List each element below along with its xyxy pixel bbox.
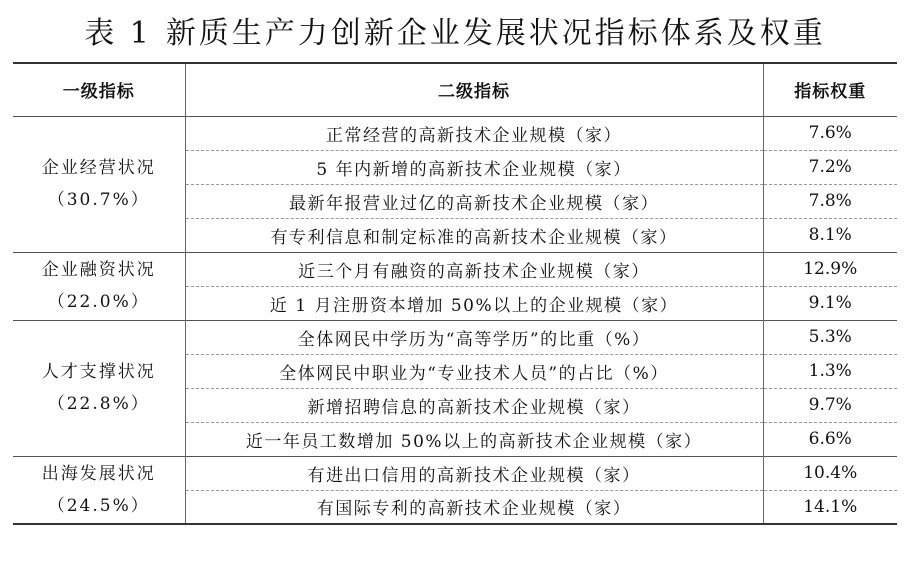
group-cell: [13, 116, 185, 252]
group-cell: [13, 252, 185, 320]
indicator-label: 近 1 月注册资本增加 50%以上的企业规模（家）: [185, 286, 763, 320]
indicator-label: 5 年内新增的高新技术企业规模（家）: [185, 150, 763, 184]
table-row: [13, 252, 897, 286]
indicator-weight: 12.9%: [763, 252, 897, 286]
indicator-label: 全体网民中学历为“高等学历”的比重（%）: [185, 320, 763, 354]
indicator-label: 全体网民中职业为“专业技术人员”的占比（%）: [185, 354, 763, 388]
indicator-label: 正常经营的高新技术企业规模（家）: [185, 116, 763, 150]
indicator-weight: 7.2%: [763, 150, 897, 184]
indicator-label: 新增招聘信息的高新技术企业规模（家）: [185, 388, 763, 422]
indicator-weight: 14.1%: [763, 490, 897, 524]
table-number: 表 1: [84, 16, 152, 51]
group-weight: （24.5%）: [47, 495, 150, 516]
indicator-weight: 7.6%: [763, 116, 897, 150]
indicator-weight: 9.1%: [763, 286, 897, 320]
group-cell: [13, 456, 185, 524]
table-row: [13, 320, 897, 354]
indicator-weight: 9.7%: [763, 388, 897, 422]
group-weight: （22.0%）: [47, 292, 150, 312]
header-level1: 一级指标: [13, 63, 185, 116]
group-cell: [13, 320, 185, 456]
indicator-weight: 10.4%: [763, 456, 897, 490]
table-caption: 新质生产力创新企业发展状况指标体系及权重: [165, 16, 826, 51]
indicator-label: 最新年报营业过亿的高新技术企业规模（家）: [185, 184, 763, 218]
indicator-weight: 8.1%: [763, 218, 897, 252]
indicator-weight: 7.8%: [763, 184, 897, 218]
indicator-weight: 6.6%: [763, 422, 897, 456]
indicator-weight: 5.3%: [763, 320, 897, 354]
group-name: 企业经营状况: [41, 158, 156, 178]
table-body: [13, 116, 897, 524]
group-weight: （22.8%）: [47, 394, 150, 414]
indicator-label: 有专利信息和制定标准的高新技术企业规模（家）: [185, 218, 763, 252]
indicator-weight: 1.3%: [763, 354, 897, 388]
header-level2: 二级指标: [185, 63, 763, 116]
indicator-label: 有进出口信用的高新技术企业规模（家）: [185, 456, 763, 490]
table-row: [13, 116, 897, 150]
group-name: 企业融资状况: [41, 260, 156, 280]
table-title: [0, 8, 910, 52]
group-weight: （30.7%）: [47, 190, 150, 210]
indicator-label: 有国际专利的高新技术企业规模（家）: [185, 490, 763, 524]
table-row: [13, 456, 897, 490]
indicator-table: [13, 62, 897, 525]
group-name: 人才支撑状况: [41, 362, 156, 382]
group-name: 出海发展状况: [41, 463, 156, 484]
indicator-label: 近一年员工数增加 50%以上的高新技术企业规模（家）: [185, 422, 763, 456]
header-weight: 指标权重: [763, 63, 897, 116]
indicator-label: 近三个月有融资的高新技术企业规模（家）: [185, 252, 763, 286]
